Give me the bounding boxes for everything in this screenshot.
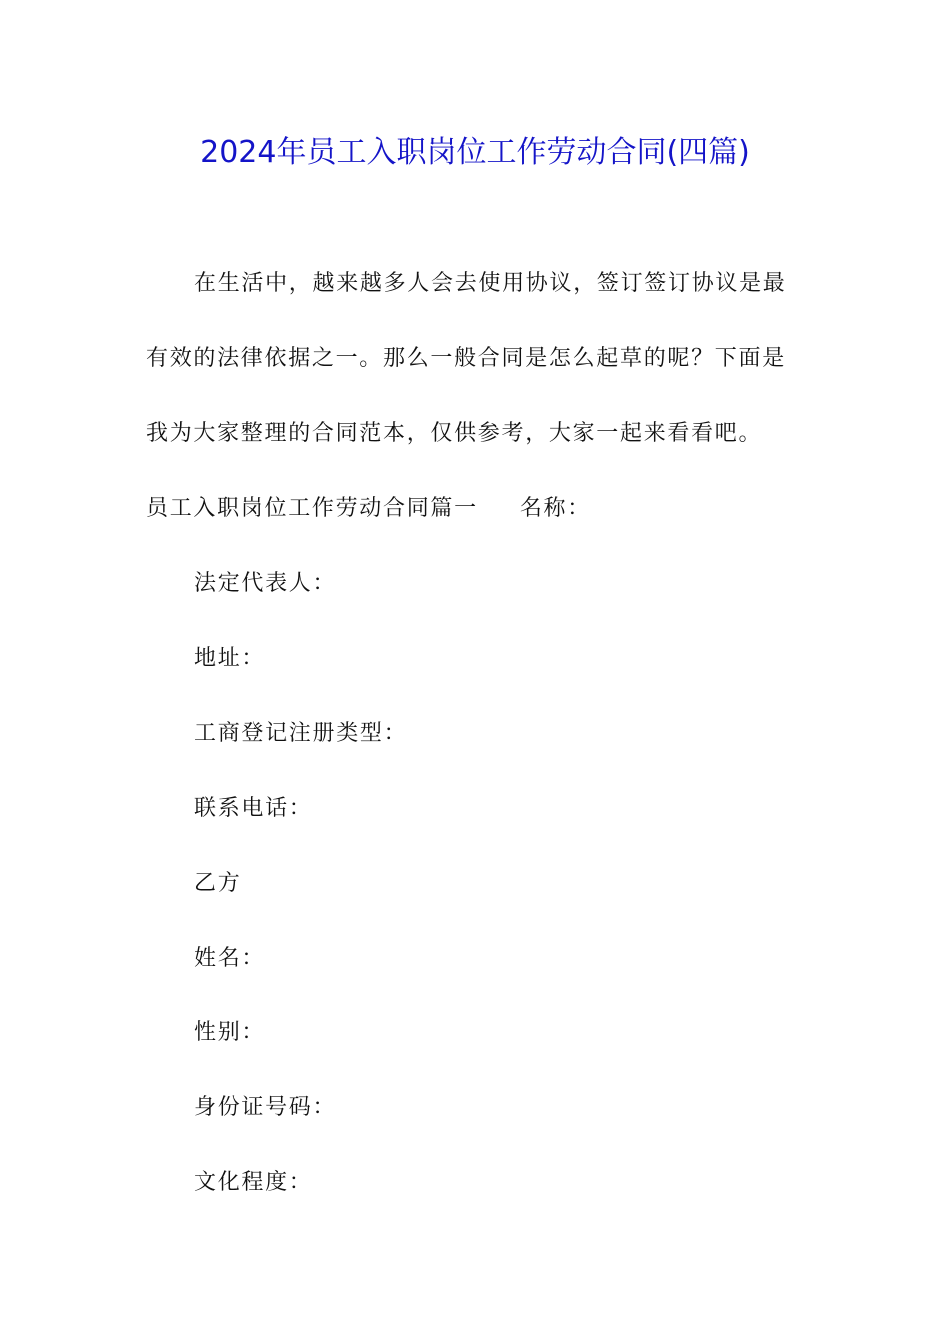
section-heading-row [146,492,591,526]
document-title: 2024年员工入职岗位工作劳动合同(四篇) [200,135,750,170]
field-phone: 联系电话： [194,796,313,821]
field-name-label: 名称： [519,496,591,521]
field-employee-name: 姓名： [194,946,266,971]
party-b-heading: 乙方 [194,871,242,896]
field-registration-type: 工商登记注册类型： [194,721,408,746]
intro-line-1: 在生活中，越来越多人会去使用协议，签订签订协议是最 [194,271,787,296]
field-id-number: 身份证号码： [194,1095,337,1120]
field-gender: 性别： [194,1020,266,1045]
field-legal-representative: 法定代表人： [194,571,337,596]
field-education: 文化程度： [194,1170,313,1195]
intro-line-2: 有效的法律依据之一。那么一般合同是怎么起草的呢？下面是 [146,346,786,371]
intro-line-3: 我为大家整理的合同范本，仅供参考，大家一起来看看吧。 [146,421,763,446]
field-address: 地址： [194,646,266,671]
section-heading: 员工入职岗位工作劳动合同篇一 [146,496,478,521]
